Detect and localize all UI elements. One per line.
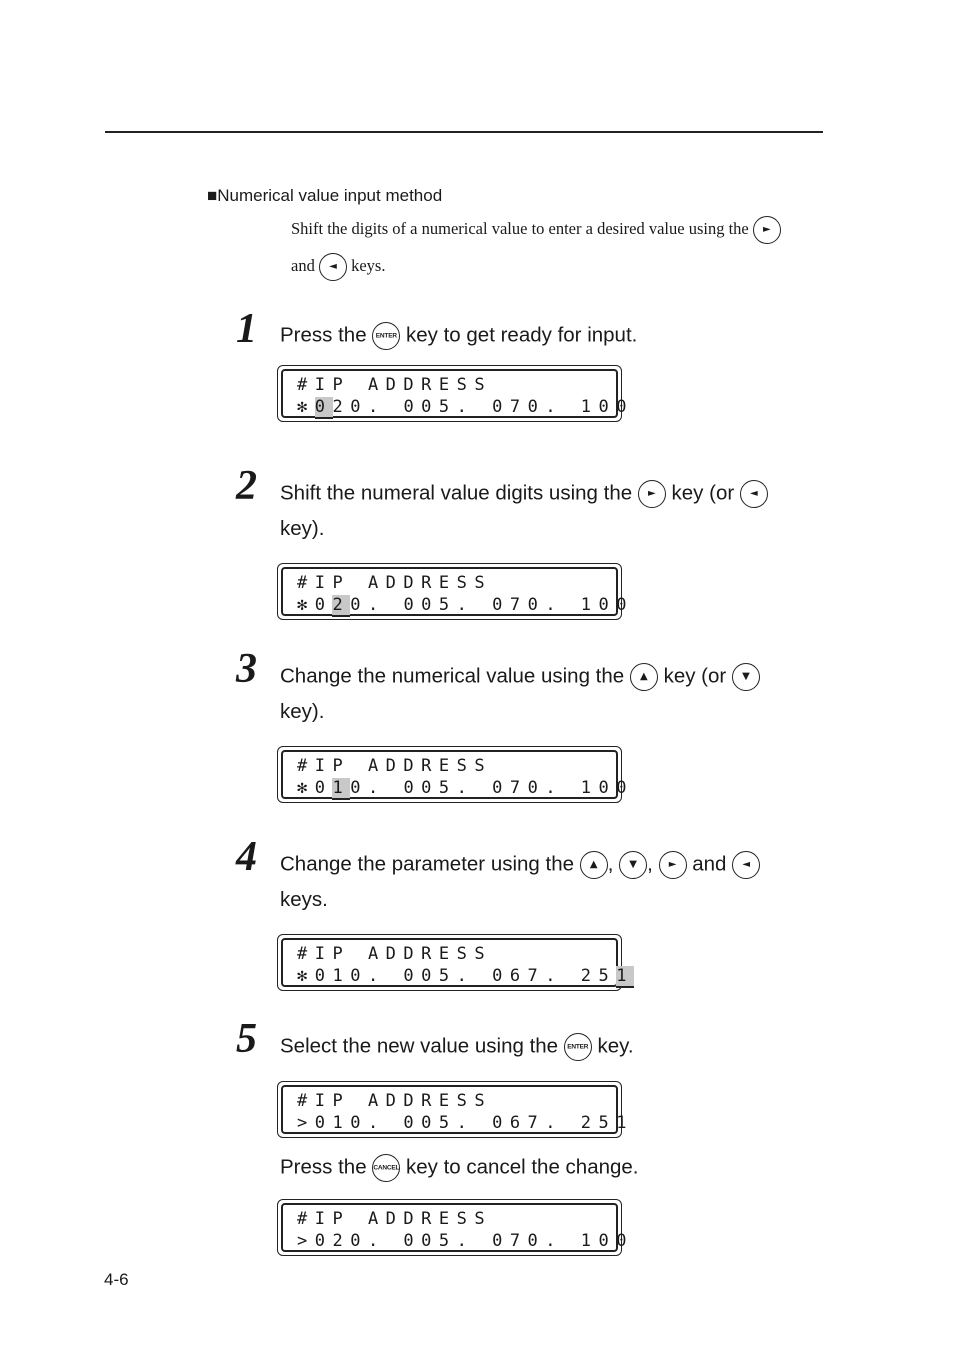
enter-key-icon: ENTER <box>564 1033 592 1061</box>
lcd-line-1: #IP ADDRESS <box>297 375 493 395</box>
step-number: 4 <box>236 834 257 880</box>
step-text: Select the new value using the ENTER key. <box>280 1033 634 1061</box>
lcd-line-2: >020. 005. 070. 100 <box>297 1231 634 1251</box>
step-text: Change the parameter using the ▲ , ▼ , ► and ◄ <box>280 851 760 879</box>
lcd-display <box>277 1199 634 1256</box>
intro-and: and <box>291 255 315 275</box>
left-arrow-key-icon: ◄ <box>732 851 760 879</box>
down-arrow-key-icon: ▼ <box>619 851 647 879</box>
lcd-line-2: ✻010. 005. 070. 100 <box>297 778 634 798</box>
intro-keys: keys. <box>351 255 386 275</box>
step-number: 2 <box>236 463 257 509</box>
lcd-line-1: #IP ADDRESS <box>297 1091 493 1111</box>
step-text-continued: key). <box>280 517 325 540</box>
lcd-display <box>277 563 634 620</box>
intro-text: Shift the digits of a numerical value to enter a desired value using the <box>291 218 749 238</box>
lcd-line-1: #IP ADDRESS <box>297 944 493 964</box>
step-text: Change the numerical value using the ▲ key (or ▼ <box>280 663 760 691</box>
lcd-line-2: ✻020. 005. 070. 100 <box>297 397 634 417</box>
header-rule <box>105 131 823 133</box>
lcd-cursor: 2 <box>332 595 351 615</box>
lcd-line-1: #IP ADDRESS <box>297 756 493 776</box>
up-arrow-key-icon: ▲ <box>580 851 608 879</box>
lcd-display <box>277 934 634 991</box>
step-text: Shift the numeral value digits using the ► key (or ◄ <box>280 480 768 508</box>
left-arrow-key-icon: ◄ <box>319 253 347 281</box>
intro-line-2 <box>291 253 385 281</box>
lcd-cursor: 1 <box>332 778 351 798</box>
step-number: 5 <box>236 1016 257 1062</box>
lcd-cursor: 1 <box>616 966 634 986</box>
lcd-line-2: ✻010. 005. 067. 251 <box>297 966 634 986</box>
right-arrow-key-icon: ► <box>753 216 781 244</box>
lcd-line-2: ✻020. 005. 070. 100 <box>297 595 634 615</box>
cancel-text: Press the CANCEL key to cancel the change. <box>280 1154 639 1182</box>
down-arrow-key-icon: ▼ <box>732 663 760 691</box>
lcd-display <box>277 1081 634 1138</box>
step-number: 3 <box>236 646 257 692</box>
lcd-line-2: >010. 005. 067. 251 <box>297 1113 634 1133</box>
step-text-continued: keys. <box>280 888 328 911</box>
right-arrow-key-icon: ► <box>638 480 666 508</box>
lcd-display <box>277 365 634 422</box>
lcd-line-1: #IP ADDRESS <box>297 1209 493 1229</box>
up-arrow-key-icon: ▲ <box>630 663 658 691</box>
step-number: 1 <box>236 306 257 352</box>
lcd-line-1: #IP ADDRESS <box>297 573 493 593</box>
page-number: 4-6 <box>104 1270 129 1289</box>
lcd-display <box>277 746 634 803</box>
section-title: ■Numerical value input method <box>207 186 443 205</box>
cancel-key-icon: CANCEL <box>372 1154 400 1182</box>
step-text: Press the ENTER key to get ready for input. <box>280 322 637 350</box>
lcd-cursor: 0 <box>314 397 333 417</box>
enter-key-icon: ENTER <box>372 322 400 350</box>
step-text-continued: key). <box>280 700 325 723</box>
left-arrow-key-icon: ◄ <box>740 480 768 508</box>
right-arrow-key-icon: ► <box>659 851 687 879</box>
intro-line-1 <box>291 216 781 244</box>
